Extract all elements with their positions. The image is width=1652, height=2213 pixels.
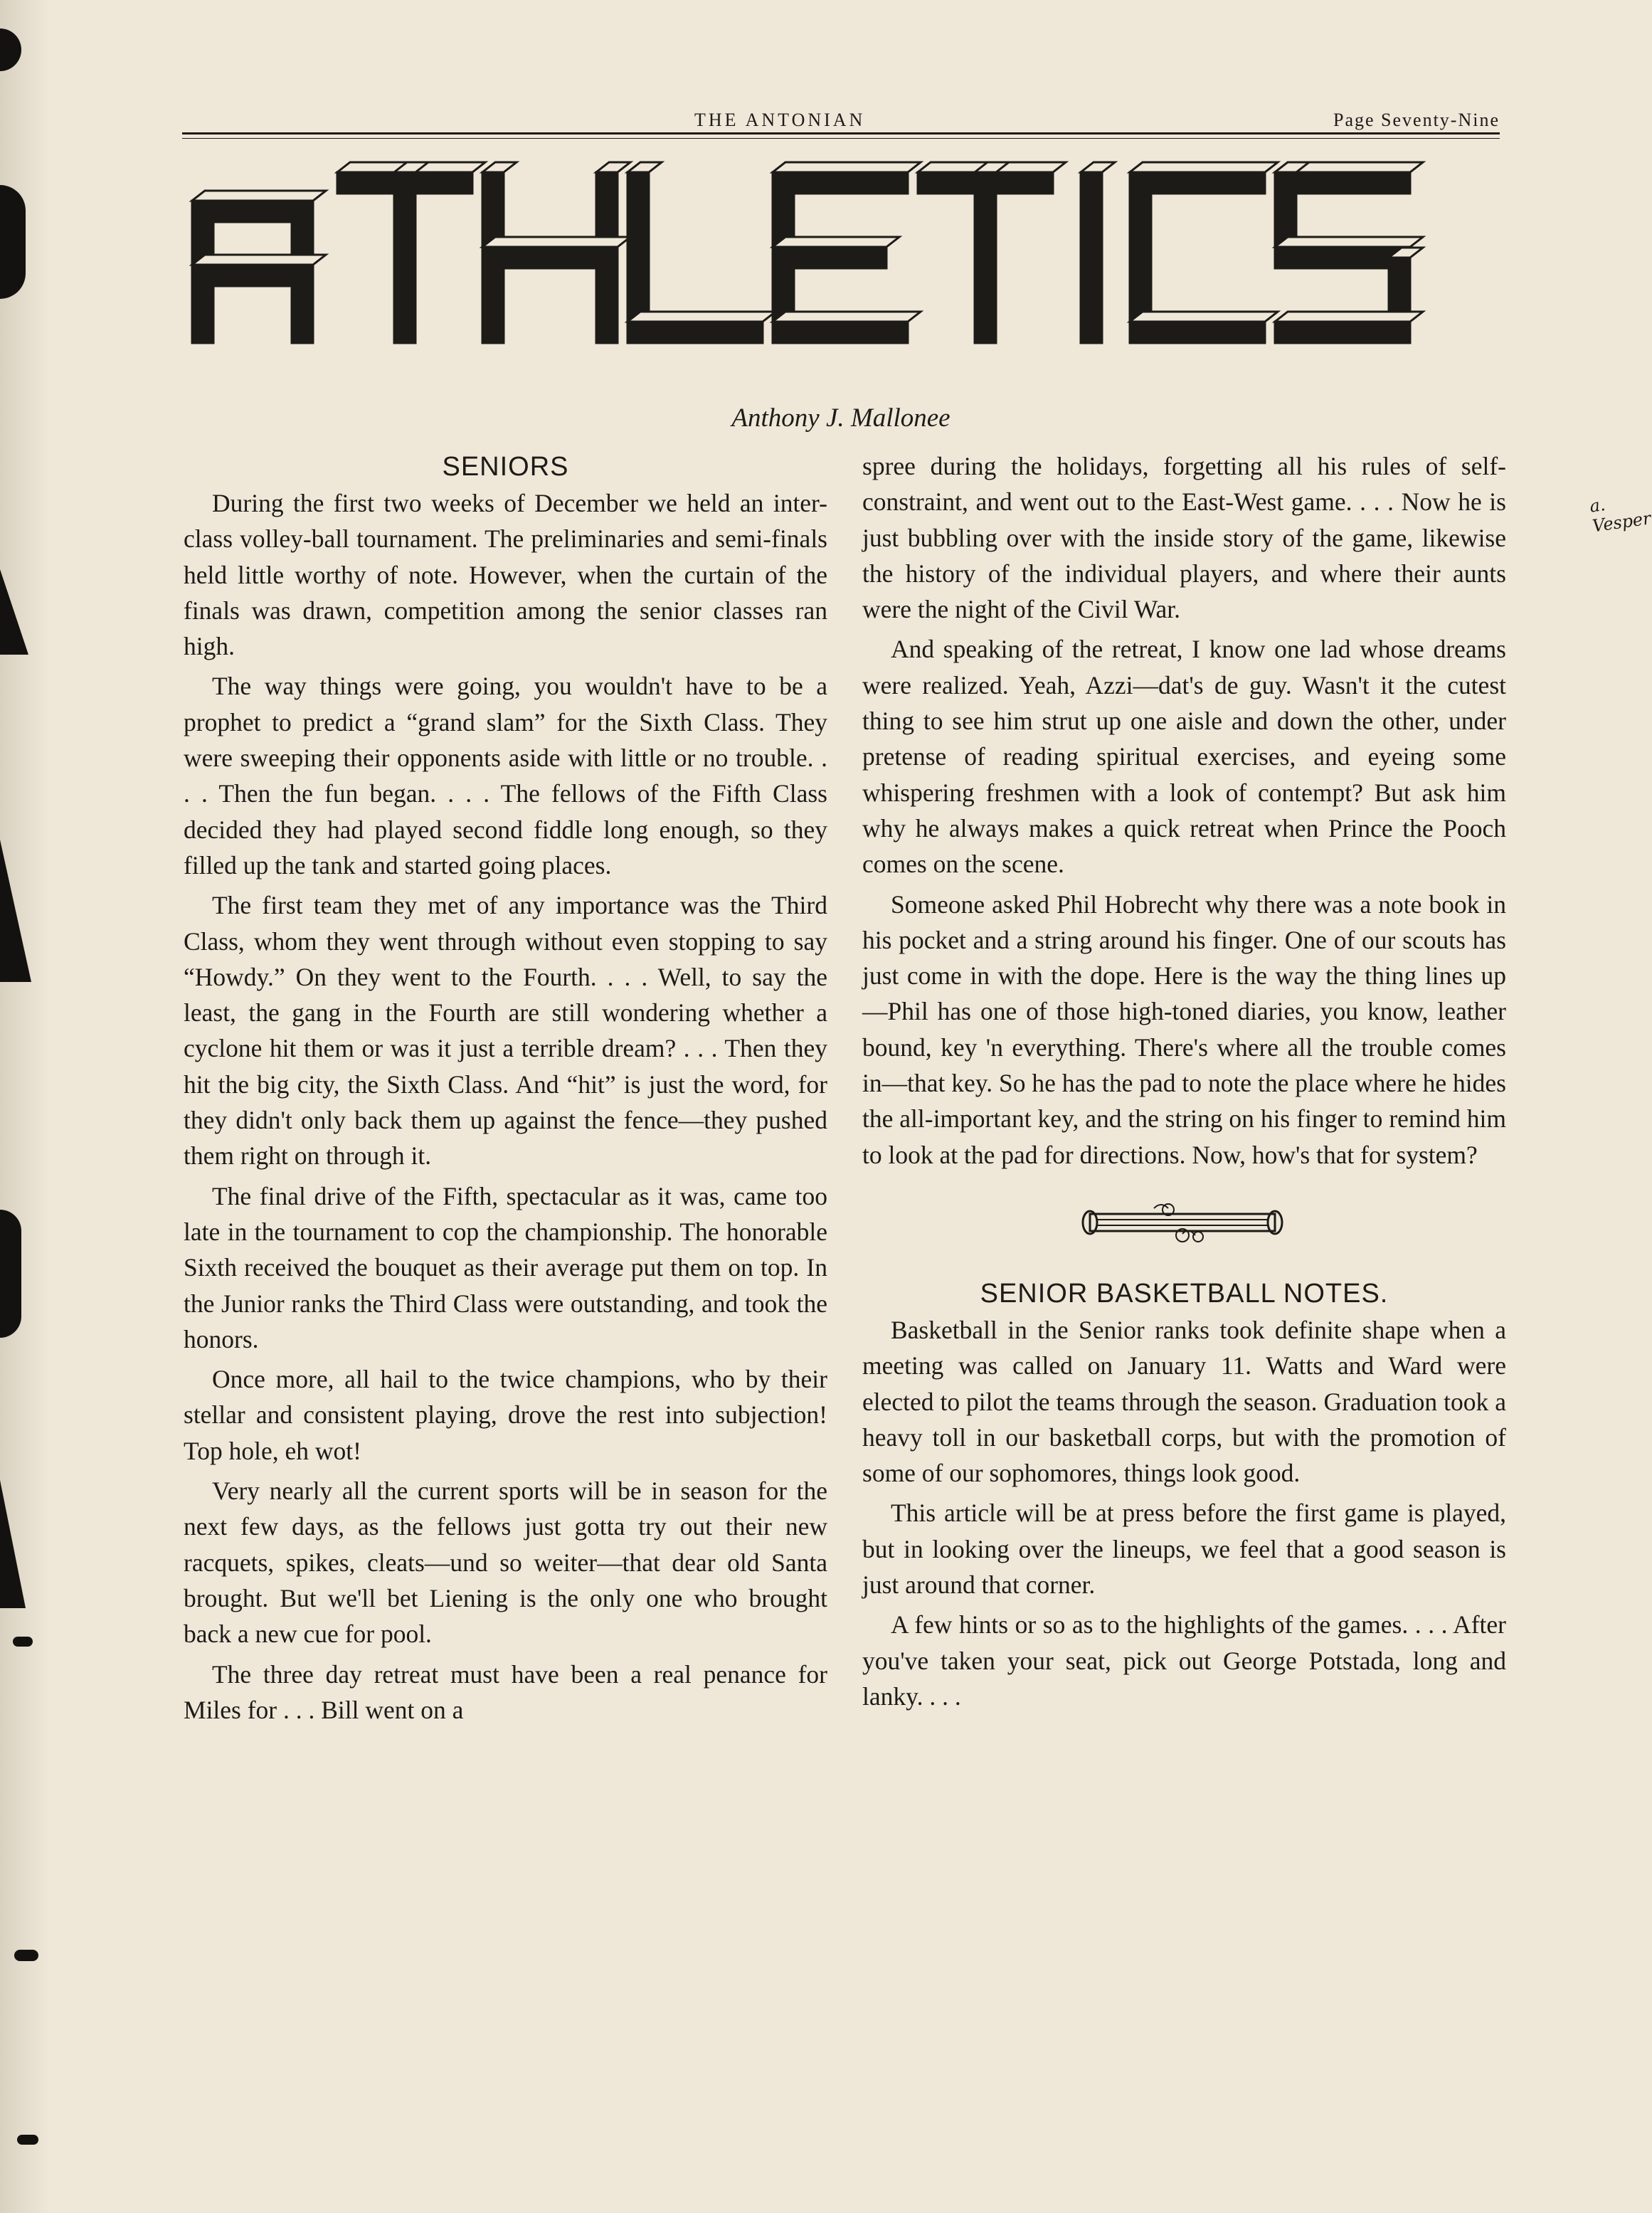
header-rule-thin xyxy=(182,138,1500,139)
paragraph: The way things were going, you wouldn't have to be a prophet to predict a “grand slam” for the Sixth Class. They were sweeping their opponents aside with little or no trouble. . . . Then the fun began. . . . The fellows of the Fifth Class decided they had played second fiddle long enough, so they filled up the tank and started going places. xyxy=(184,672,827,880)
paragraph: And speaking of the retreat, I know one lad whose dreams were realized. Yeah, Azzi—dat's de guy. Wasn't it the cutest thing to see him strut up one aisle and down the other, under pretense of reading spiritual exercises, and eyeing some whispering freshmen with a look of contempt? But ask him why he always makes a quick retreat when Prince the Pooch comes on the scene. xyxy=(862,635,1506,879)
running-header xyxy=(182,107,1500,135)
torn-edge xyxy=(13,1637,33,1647)
paragraph: spree during the holidays, forgetting all his rules of self-constraint, and went out to the East-West game. . . . Now he is just bubbling over with the inside story of the game, likewise the history of the individual players, and where their aunts were the night of the Civil War. xyxy=(862,452,1506,624)
page-edge xyxy=(0,0,50,2213)
paragraph: Very nearly all the current sports will be in season for the next few days, as the fellows just gotta try out their new racquets, spikes, cleats—und so weiter—that dear old Santa brought. But we'll bet Liening is the only one who brought back a new cue for pool. xyxy=(184,1477,827,1649)
paragraph: This article will be at press before the first game is played, but in looking over the lineups, we feel that a good season is just around that corner. xyxy=(862,1499,1506,1600)
header-rule xyxy=(182,132,1500,134)
paragraph: A few hints or so as to the highlights of the games. . . . After you've taken your seat, pick out George Potstada, long and lanky. . . . xyxy=(862,1610,1506,1711)
decorative-divider xyxy=(862,1194,1506,1258)
scroll-ornament-icon xyxy=(1076,1194,1289,1251)
paragraph: The final drive of the Fifth, spectacular as it was, came too late in the tournament to cop the championship. The honorable Sixth received the bouquet as their average put them on top. In the Junior ranks the Third Class were outstanding, and took the honors. xyxy=(184,1181,827,1353)
torn-edge xyxy=(14,1950,38,1961)
paragraph: The three day retreat must have been a real penance for Miles for . . . Bill went on a xyxy=(184,1659,827,1724)
section-title-basketball: SENIOR BASKETBALL NOTES. xyxy=(980,1278,1389,1309)
torn-edge xyxy=(17,2135,38,2145)
paragraph: The first team they met of any importance was the Third Class, whom they went through without even stopping to say “Howdy.” On they went to the Fourth. . . . Well, to say the least, the gang in the Fourth are still wondering whether a cyclone hit them or was it just a terrible dream? . . . Then they hit the big city, the Sixth Class. And “hit” is just the word, for they didn't only back them up against the fence—they pushed them right on through it. xyxy=(184,891,827,1171)
paragraph: Once more, all hail to the twice champions, who by their stellar and consistent playing, drove the rest into subjection! Top hole, eh wot! xyxy=(184,1365,827,1465)
page-number: Page Seventy-Nine xyxy=(1333,110,1500,130)
byline: Anthony J. Mallonee xyxy=(731,403,951,433)
paragraph: Basketball in the Senior ranks took definite shape when a meeting was called on January 11. Watts and Ward were elected to pilot the teams through the season. Graduation took a heavy toll in our basketball corps, but with the promotion of some of our sophomores, things look good. xyxy=(862,1315,1506,1488)
paragraph: Someone asked Phil Hobrecht why there was a note book in his pocket and a string around his finger. One of our scouts has just come in with the dope. Here is the way the thing lines up—Phil has one of those high-toned diaries, you know, leather bound, key 'n everything. There's where all the trouble comes in—that key. So he has the pad to note the place where he hides the all-important key, and the string on his finger to remind him to look at the pad for directions. Now, how's that for system? xyxy=(862,889,1506,1169)
torn-edge xyxy=(0,1210,21,1338)
torn-edge xyxy=(0,185,26,299)
paragraph: During the first two weeks of December we held an inter-class volley-ball tournament. The preliminaries and semi-finals held little worthy of note. However, when the curtain of the finals was drawn, competition among the senior classes ran high. xyxy=(184,489,827,661)
right-column xyxy=(862,448,1506,1718)
artist-signature: a. Vesper xyxy=(1588,494,1652,537)
left-column xyxy=(184,448,827,1732)
section-title-seniors: SENIORS xyxy=(442,452,569,482)
running-title: THE ANTONIAN xyxy=(694,110,866,130)
athletics-block-letters xyxy=(192,151,1515,379)
